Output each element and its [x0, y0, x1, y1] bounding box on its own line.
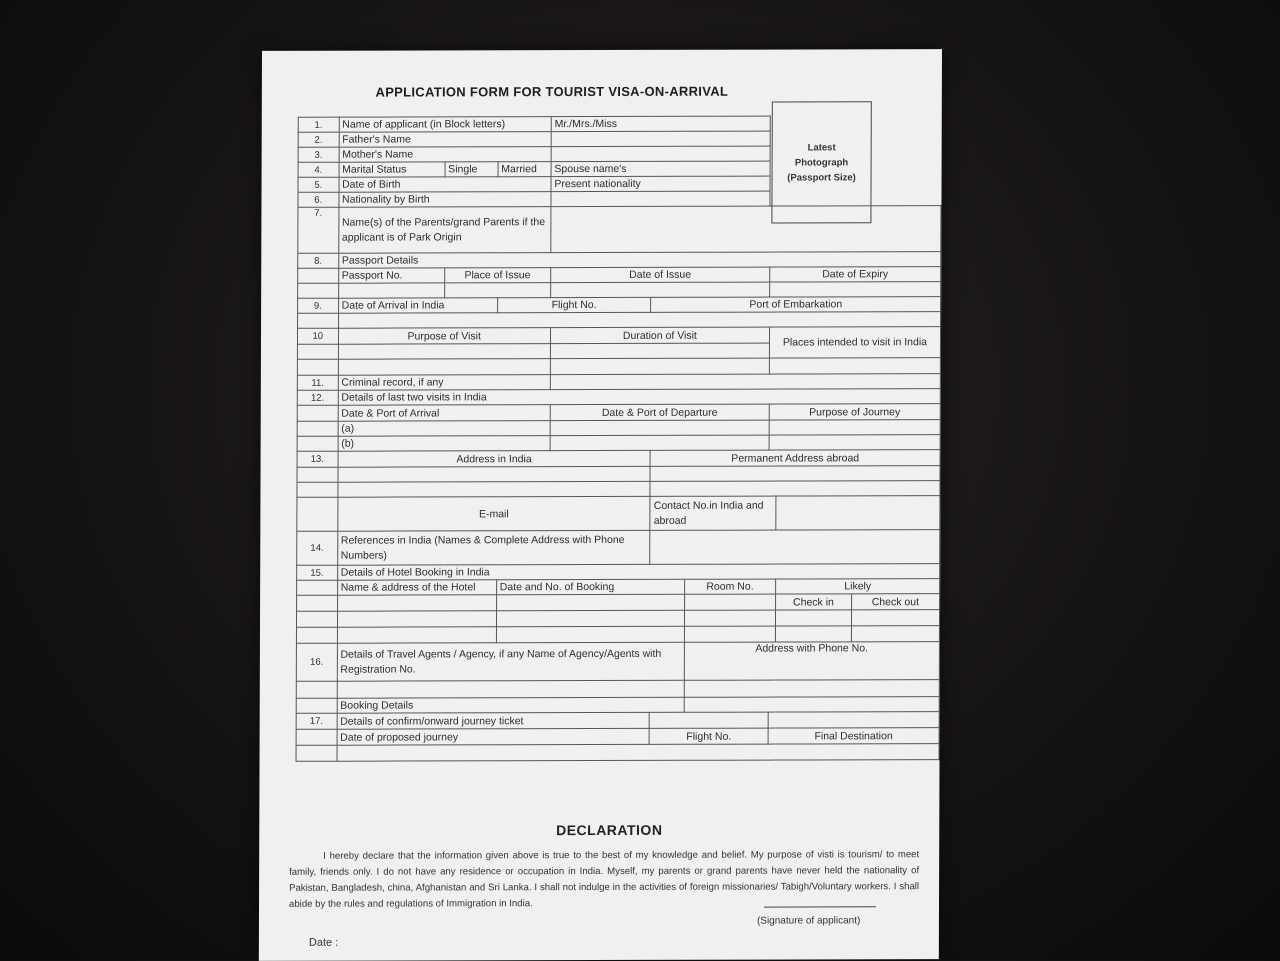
married-checkbox[interactable]: Married	[498, 162, 551, 177]
contact-label: Contact No.in India and abroad	[650, 496, 776, 530]
item-number: 9.	[298, 298, 339, 313]
input-cell[interactable]	[550, 374, 940, 390]
email-label: E-mail	[337, 496, 650, 531]
item-number: 3.	[298, 147, 339, 162]
address-abroad-label: Permanent Address abroad	[650, 450, 940, 467]
flight-no-label: Flight No.	[497, 297, 651, 312]
declaration-text: I hereby declare that the information given above is true to the best of my knowledge and belief. My purpose of visti is tourism/ to meet family, friends only. I do not have any residence or occupation in India. Myself, my parents or grand parents have never held the nationality of Pakistan, Bangladesh, china, Afghanistan and Sri Lanka. I shall not indulge in the activities of foreign missionaries/ Tabigh/Voluntary workers. I shall abide by the rules and regulations of Immigration in India.	[289, 849, 920, 910]
field-label: Details of Hotel Booking in India	[337, 564, 939, 581]
input-cell[interactable]	[338, 312, 940, 329]
field-label: Details of Travel Agents / Agency, if any Name of Agency/Agents with Registration No.	[337, 642, 684, 681]
spouse-label: Spouse name's	[551, 161, 770, 177]
proposed-date-label: Date of proposed journey	[337, 728, 650, 745]
row-16	[296, 642, 939, 682]
input-cell[interactable]	[338, 481, 651, 497]
input-cell[interactable]	[684, 594, 776, 610]
input-cell[interactable]	[496, 626, 684, 642]
visit-a-label: (a)	[338, 421, 550, 437]
input-cell[interactable]	[684, 626, 776, 642]
item-number: 8.	[298, 253, 339, 268]
row-13-inputs	[297, 466, 940, 483]
item-number: 13.	[297, 451, 338, 467]
input-cell[interactable]	[338, 283, 444, 298]
row-15	[297, 564, 940, 581]
departure-label: Date & Port of Departure	[550, 404, 769, 421]
input-cell[interactable]	[338, 344, 550, 360]
input-cell[interactable]	[338, 359, 550, 376]
room-no-label: Room No.	[684, 579, 776, 594]
item-number: 14.	[297, 531, 338, 565]
likely-label: Likely	[776, 579, 940, 594]
item-number: 2.	[298, 132, 339, 147]
input-cell[interactable]	[650, 466, 940, 482]
input-cell[interactable]	[768, 712, 939, 728]
row-2	[298, 131, 941, 148]
input-cell[interactable]	[650, 530, 940, 565]
port-embarkation-label: Port of Embarkation	[651, 297, 941, 313]
arrival-label: Date & Port of Arrival	[338, 405, 550, 422]
row-13-contact	[297, 496, 940, 532]
hotel-label: Name & address of the Hotel	[337, 580, 496, 595]
row-3	[298, 146, 941, 163]
input-cell[interactable]	[551, 206, 941, 253]
address-india-label: Address in India	[338, 450, 651, 467]
final-destination-label: Final Destination	[768, 728, 939, 744]
check-in-label: Check in	[776, 594, 851, 610]
input-cell[interactable]	[337, 627, 496, 643]
date-label: Date :	[308, 936, 339, 949]
field-label: Name of applicant (in Block letters)	[339, 117, 551, 133]
date-of-expiry-label: Date of Expiry	[770, 267, 941, 282]
row-5	[298, 176, 941, 193]
check-out-label: Check out	[851, 594, 939, 610]
arrival-date-label: Date of Arrival in India	[338, 298, 497, 313]
field-label: Father's Name	[339, 132, 551, 148]
row-15-checks	[297, 594, 940, 612]
row-8	[298, 252, 941, 269]
input-cell[interactable]	[551, 146, 770, 162]
item-number: 5.	[298, 177, 339, 192]
input-cell[interactable]	[770, 282, 941, 297]
input-cell[interactable]	[650, 481, 940, 497]
item-number: 12.	[297, 390, 338, 405]
booking-label: Date and No. of Booking	[496, 579, 684, 594]
row-12	[297, 389, 940, 406]
title-options: Mr./Mrs./Miss	[551, 116, 770, 132]
input-cell[interactable]	[769, 358, 940, 374]
input-cell[interactable]	[551, 191, 770, 207]
input-cell[interactable]	[684, 680, 940, 698]
item-number: 4.	[298, 162, 339, 177]
row-8-inputs	[298, 282, 941, 299]
row-4	[298, 161, 941, 178]
input-cell[interactable]	[769, 420, 940, 435]
input-cell[interactable]	[776, 626, 851, 642]
place-of-issue-label: Place of Issue	[444, 268, 550, 283]
row-11	[297, 374, 940, 391]
address-phone-label: Address with Phone No.	[684, 642, 940, 681]
field-label: Marital Status	[339, 162, 445, 177]
input-cell[interactable]	[684, 697, 940, 713]
places-label: Places intended to visit in India	[769, 327, 940, 358]
row-12-a	[297, 420, 940, 437]
field-label: Criminal record, if any	[338, 375, 550, 391]
single-checkbox[interactable]: Single	[445, 162, 498, 177]
signature-label: (Signature of applicant)	[756, 915, 861, 927]
row-17	[296, 712, 939, 730]
input-cell[interactable]	[337, 744, 939, 762]
input-cell[interactable]	[337, 680, 684, 698]
passport-no-label: Passport No.	[338, 268, 444, 283]
field-label: Mother's Name	[339, 147, 551, 163]
declaration-title: DECLARATION	[556, 821, 663, 839]
row-17-booking	[296, 697, 939, 714]
date-of-issue-label: Date of Issue	[551, 267, 770, 283]
form-sheet	[259, 49, 942, 961]
input-cell[interactable]	[851, 626, 939, 642]
input-cell[interactable]	[550, 343, 769, 359]
row-14	[297, 530, 940, 566]
row-12-b	[297, 435, 940, 452]
input-cell[interactable]	[496, 594, 684, 610]
item-number: 11.	[297, 375, 338, 390]
input-cell[interactable]	[550, 420, 769, 436]
item-number: 1.	[298, 117, 339, 132]
input-cell[interactable]	[851, 610, 939, 626]
row-9-inputs	[298, 312, 941, 329]
input-cell[interactable]	[769, 435, 940, 450]
field-label: Name(s) of the Parents/grand Parents if the applicant is of Park Origin	[338, 207, 550, 254]
duration-label: Duration of Visit	[550, 327, 769, 344]
row-17-inputs	[296, 744, 939, 762]
item-number: 7.	[298, 207, 339, 253]
journey-purpose-label: Purpose of Journey	[769, 404, 940, 420]
row-8-headers	[298, 267, 941, 284]
field-label: Nationality by Birth	[339, 192, 551, 208]
row-10-inputs-b	[297, 358, 940, 376]
visit-b-label: (b)	[338, 436, 550, 452]
input-cell[interactable]	[550, 358, 769, 375]
ticket-label: Details of confirm/onward journey ticket	[337, 712, 650, 729]
item-number: 17.	[296, 713, 337, 729]
row-9	[298, 297, 941, 314]
row-15-headers	[297, 579, 940, 596]
row-7	[298, 206, 941, 254]
input-cell[interactable]	[337, 595, 496, 611]
input-cell[interactable]	[550, 282, 769, 298]
input-cell[interactable]	[444, 283, 550, 298]
row-13	[297, 450, 940, 468]
input-cell[interactable]	[776, 610, 851, 626]
input-cell[interactable]	[550, 435, 769, 451]
input-cell[interactable]	[551, 131, 770, 147]
item-number: 15.	[297, 565, 338, 580]
form-table	[296, 115, 942, 762]
row-16-inputs	[296, 680, 939, 699]
input-cell[interactable]	[684, 610, 776, 626]
input-cell[interactable]	[496, 610, 684, 626]
row-15-inputs-b	[296, 626, 939, 644]
row-1	[298, 116, 941, 133]
booking-details-label: Booking Details	[337, 697, 684, 713]
field-label: Date of Birth	[339, 177, 551, 193]
field-label: References in India (Names & Complete Address with Phone Numbers)	[337, 530, 650, 565]
row-17-date	[296, 728, 939, 746]
form-title: APPLICATION FORM FOR TOURIST VISA-ON-ARRIVAL	[375, 83, 729, 100]
row-6	[298, 191, 941, 208]
row-15-inputs	[296, 610, 939, 628]
input-cell[interactable]	[649, 712, 768, 728]
input-cell[interactable]	[776, 496, 940, 530]
nationality-label: Present nationality	[551, 176, 770, 192]
input-cell[interactable]	[338, 466, 651, 482]
field-label: Passport Details	[338, 252, 940, 269]
purpose-label: Purpose of Visit	[338, 328, 550, 345]
row-13-inputs-b	[297, 481, 940, 498]
item-number: 16.	[296, 643, 337, 681]
row-10	[297, 327, 940, 345]
photo-label: Latest Photograph (Passport Size)	[787, 141, 856, 184]
row-12-headers	[297, 404, 940, 422]
item-number: 6.	[298, 192, 339, 207]
input-cell[interactable]	[337, 611, 496, 627]
flight-no-label: Flight No.	[649, 728, 768, 744]
field-label: Details of last two visits in India	[338, 389, 940, 406]
item-number: 10	[297, 328, 338, 344]
